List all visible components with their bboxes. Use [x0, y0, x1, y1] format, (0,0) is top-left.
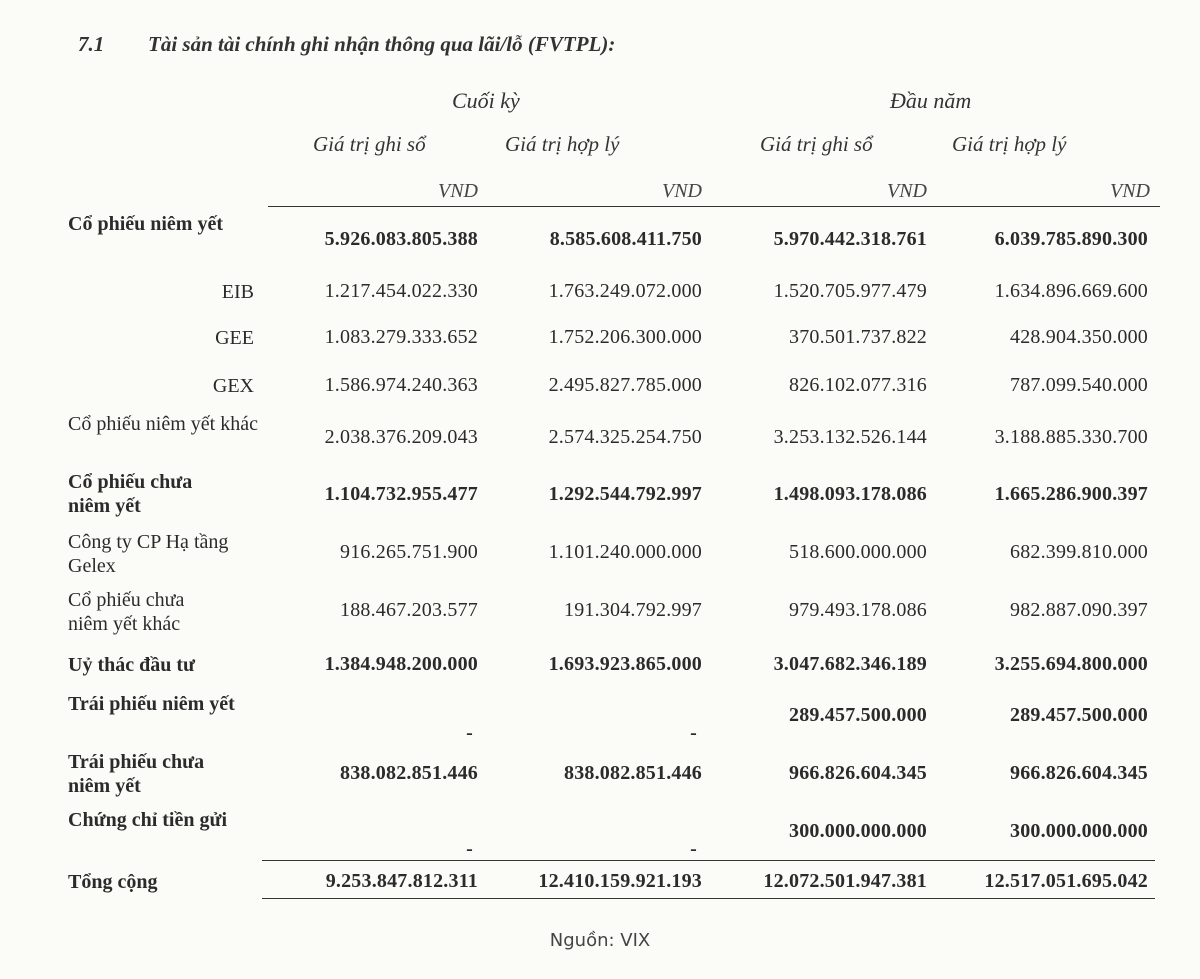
section-title: Tài sản tài chính ghi nhận thông qua lãi/lỗ (FVTPL):: [148, 32, 616, 56]
cell-value: 289.457.500.000: [789, 704, 927, 726]
cell-value: 979.493.178.086: [789, 599, 927, 621]
cell-value: 3.188.885.330.700: [994, 426, 1148, 448]
cell-value: 1.384.948.200.000: [324, 653, 478, 675]
cell-value: 300.000.000.000: [789, 820, 927, 842]
cell-value: 1.665.286.900.397: [994, 483, 1148, 505]
cell-value: 966.826.604.345: [789, 762, 927, 784]
cell-value: 826.102.077.316: [789, 374, 927, 396]
row-label: Cổ phiếu chưa niêm yết khác: [68, 589, 185, 635]
group-header-end-period: Cuối kỳ: [452, 88, 520, 113]
col-header-fair-value-2: Giá trị hợp lý: [952, 132, 1067, 156]
col-header-book-value-2: Giá trị ghi sổ: [760, 132, 873, 156]
row-label: Công ty CP Hạ tầng Gelex: [68, 531, 229, 577]
cell-value: 1.292.544.792.997: [548, 483, 702, 505]
section-heading: [78, 32, 615, 57]
cell-value: 300.000.000.000: [1010, 820, 1148, 842]
cell-value: 1.083.279.333.652: [324, 326, 478, 348]
cell-value: -: [466, 722, 473, 744]
unit-label-4: VND: [1110, 180, 1150, 202]
row-label: Trái phiếu niêm yết: [68, 693, 235, 715]
cell-value: -: [690, 722, 697, 744]
cell-value: 5.926.083.805.388: [324, 228, 478, 250]
cell-value: 1.693.923.865.000: [548, 653, 702, 675]
row-label: Cổ phiếu niêm yết khác: [68, 413, 258, 435]
cell-value: -: [690, 838, 697, 860]
cell-value: 1.634.896.669.600: [994, 280, 1148, 302]
cell-value: 1.520.705.977.479: [773, 280, 927, 302]
unit-label-2: VND: [662, 180, 702, 202]
cell-value: 966.826.604.345: [1010, 762, 1148, 784]
cell-value: 787.099.540.000: [1010, 374, 1148, 396]
cell-value: 2.038.376.209.043: [324, 426, 478, 448]
col-header-book-value-1: Giá trị ghi sổ: [313, 132, 426, 156]
source-caption: Nguồn: VIX: [549, 930, 651, 951]
row-label: GEX: [212, 375, 254, 397]
total-bottom-rule: [262, 898, 1155, 899]
cell-value: 2.574.325.254.750: [548, 426, 702, 448]
cell-value: 682.399.810.000: [1010, 541, 1148, 563]
cell-value: 982.887.090.397: [1010, 599, 1148, 621]
cell-value: 5.970.442.318.761: [773, 228, 927, 250]
cell-value: 2.495.827.785.000: [548, 374, 702, 396]
cell-value: 289.457.500.000: [1010, 704, 1148, 726]
group-header-start-year: Đầu năm: [890, 88, 972, 113]
unit-label-1: VND: [438, 180, 478, 202]
cell-value: 3.255.694.800.000: [994, 653, 1148, 675]
cell-value: 1.752.206.300.000: [548, 326, 702, 348]
cell-value: 12.072.501.947.381: [763, 870, 927, 892]
row-label: Chứng chỉ tiền gửi: [68, 809, 228, 831]
cell-value: 12.517.051.695.042: [984, 870, 1148, 892]
cell-value: 1.763.249.072.000: [548, 280, 702, 302]
cell-value: 370.501.737.822: [789, 326, 927, 348]
cell-value: 191.304.792.997: [564, 599, 702, 621]
cell-value: -: [466, 838, 473, 860]
cell-value: 1.498.093.178.086: [773, 483, 927, 505]
cell-value: 838.082.851.446: [340, 762, 478, 784]
row-label: Tổng cộng: [68, 871, 158, 893]
row-label: Uỷ thác đầu tư: [68, 654, 196, 676]
cell-value: 9.253.847.812.311: [325, 870, 478, 892]
cell-value: 188.467.203.577: [340, 599, 478, 621]
section-number: 7.1: [78, 32, 105, 56]
cell-value: 1.217.454.022.330: [324, 280, 478, 302]
row-label: Cổ phiếu chưa niêm yết: [68, 471, 193, 517]
cell-value: 8.585.608.411.750: [549, 228, 702, 250]
cell-value: 1.104.732.955.477: [324, 483, 478, 505]
cell-value: 1.101.240.000.000: [548, 541, 702, 563]
header-rule: [268, 206, 1160, 207]
cell-value: 518.600.000.000: [789, 541, 927, 563]
cell-value: 3.047.682.346.189: [773, 653, 927, 675]
cell-value: 12.410.159.921.193: [538, 870, 702, 892]
row-label: Trái phiếu chưa niêm yết: [68, 751, 205, 797]
cell-value: 1.586.974.240.363: [324, 374, 478, 396]
col-header-fair-value-1: Giá trị hợp lý: [505, 132, 620, 156]
total-top-rule: [262, 860, 1155, 861]
cell-value: 6.039.785.890.300: [994, 228, 1148, 250]
row-label: GEE: [215, 327, 254, 349]
cell-value: 916.265.751.900: [340, 541, 478, 563]
row-label: Cổ phiếu niêm yết: [68, 213, 223, 235]
cell-value: 3.253.132.526.144: [773, 426, 927, 448]
unit-label-3: VND: [887, 180, 927, 202]
cell-value: 428.904.350.000: [1010, 326, 1148, 348]
cell-value: 838.082.851.446: [564, 762, 702, 784]
row-label: EIB: [221, 281, 254, 303]
